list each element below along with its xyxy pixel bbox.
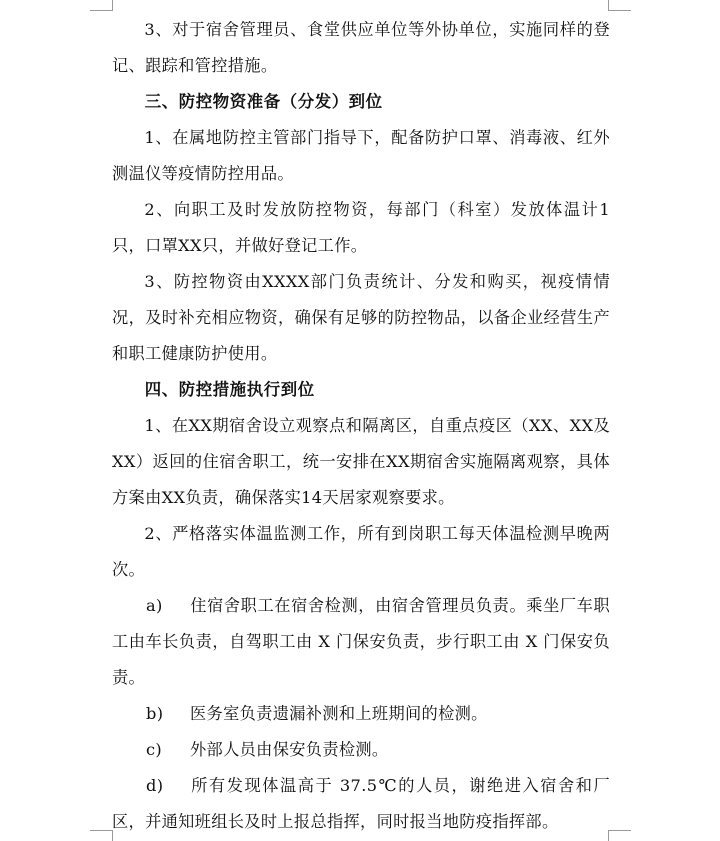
paragraph-measures-2: 2、严格落实体温监测工作，所有到岗职工每天体温检测早晚两次。: [112, 524, 610, 579]
paragraph-external-units: 3、对于宿舍管理员、食堂供应单位等外协单位，实施同样的登记、跟踪和管控措施。: [112, 20, 610, 75]
subitem-a-text: 住宿舍职工在宿舍检测，由宿舍管理员负责。乘坐厂车职工由车长负责，自驾职工由 X 门保安负责，步行职工由 X 门保安负责。: [112, 596, 610, 687]
subitem-c-text: 外部人员由保安负责检测。: [190, 740, 389, 759]
margin-corner-top-right: [608, 0, 631, 11]
heading-section-4: 四、防控措施执行到位: [144, 380, 315, 399]
subitem-b-text: 医务室负责遗漏补测和上班期间的检测。: [190, 704, 488, 723]
margin-corner-bottom-right: [608, 830, 631, 841]
paragraph-supplies-2: 2、向职工及时发放防控物资，每部门（科室）发放体温计1只，口罩XX只，并做好登记工作。: [112, 200, 610, 255]
subitem-b-marker: b): [146, 704, 164, 723]
subitem-c-marker: c): [146, 740, 163, 759]
subitem-b: [112, 696, 610, 732]
margin-corner-top-left: [90, 0, 113, 11]
heading-section-3: 三、防控物资准备（分发）到位: [144, 92, 383, 111]
paragraph-supplies-3: 3、防控物资由XXXX部门负责统计、分发和购买，视疫情情况，及时补充相应物资，确保有足够的防控物品，以备企业经营生产和职工健康防护使用。: [112, 272, 610, 363]
subitem-d-marker: d): [146, 776, 164, 795]
paragraph-supplies-1: 1、在属地防控主管部门指导下，配备防护口罩、消毒液、红外测温仪等疫情防控用品。: [112, 128, 610, 183]
subitem-a-marker: a): [146, 596, 163, 615]
margin-corner-bottom-left: [90, 830, 113, 841]
document-body: [112, 12, 610, 840]
paragraph-measures-1: 1、在XX期宿舍设立观察点和隔离区，自重点疫区（XX、XX及XX）返回的住宿舍职工，统一安排在XX期宿舍实施隔离观察，具体方案由XX负责，确保落实14天居家观察要求。: [112, 416, 610, 507]
subitem-d-text: 所有发现体温高于 37.5℃的人员，谢绝进入宿舍和厂区，并通知班组长及时上报总指挥，同时报当地防疫指挥部。: [112, 776, 610, 831]
subitem-a: [112, 588, 610, 696]
subitem-d: [112, 768, 610, 840]
subitem-c: [112, 732, 610, 768]
